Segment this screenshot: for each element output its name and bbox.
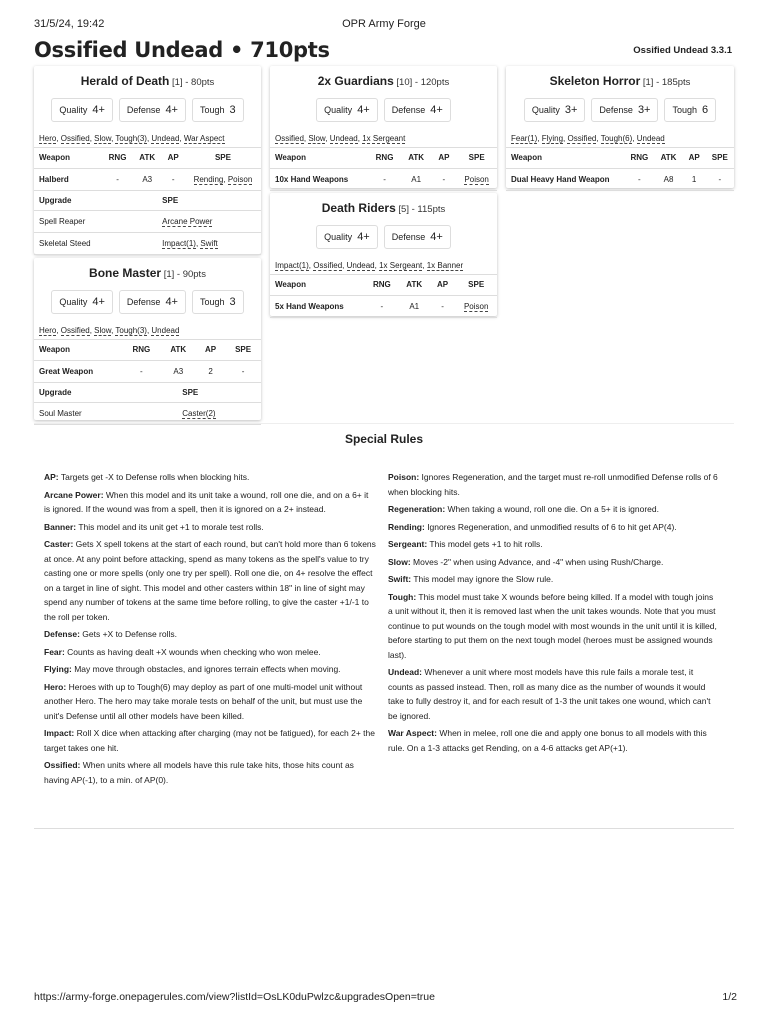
- column-header: AP: [431, 148, 456, 168]
- stat-label: Quality: [531, 105, 560, 115]
- column-header: Upgrade: [34, 382, 122, 402]
- weapon-atk: A1: [401, 168, 432, 190]
- stat-quality: [51, 98, 113, 122]
- unit-name: Death Riders: [321, 201, 396, 215]
- special-rule-name: Banner:: [44, 521, 77, 532]
- stat-label: Defense: [126, 105, 161, 115]
- rule-link[interactable]: Tough(6): [600, 134, 633, 143]
- special-rule: [44, 758, 376, 787]
- special-rule: [388, 590, 718, 663]
- special-rule-name: Tough:: [388, 591, 417, 602]
- special-rules-title: Special Rules: [344, 432, 424, 446]
- special-rule-text: Counts as having dealt +X wounds when checking who won melee.: [64, 646, 321, 657]
- special-rule-text: This model must take X wounds before being killed. If a model with tough joins a unit without it, then it is removed last when the unit takes wounds. Note that you must continue to put wounds on the tough model with most wounds in the unit until it is killed, before starting to put them on the next tough model (heroes must be assigned wounds last).: [388, 591, 717, 660]
- unit-name: Bone Master: [89, 266, 162, 280]
- column-header: Weapon: [270, 275, 365, 295]
- weapon-name: Halberd: [34, 168, 102, 190]
- special-rule-text: Gets +X to Defense rolls.: [79, 629, 177, 639]
- unit-stats: [506, 98, 734, 124]
- stat-label: Quality: [59, 297, 88, 307]
- rule-link[interactable]: Tough(3): [115, 326, 147, 335]
- weapon-atk: A3: [133, 168, 162, 190]
- army-version: Ossified Undead 3.3.1: [633, 45, 732, 56]
- rule-link[interactable]: Undead: [346, 261, 375, 270]
- weapon-row: [34, 168, 261, 190]
- weapon-spe: [455, 295, 497, 317]
- stat-quality: [316, 98, 378, 122]
- weapon-rng: -: [365, 295, 399, 317]
- column-header: RNG: [122, 340, 160, 360]
- special-rule-name: Slow:: [388, 556, 411, 567]
- stat-label: Defense: [599, 105, 633, 115]
- special-rule-text: May move through obstacles, and ignores terrain effects when moving.: [71, 664, 341, 674]
- special-rule-name: Fear:: [44, 646, 65, 657]
- unit-card-herald-of-death: [34, 66, 261, 254]
- rule-link[interactable]: Ossified: [313, 261, 343, 270]
- special-rule: [388, 537, 718, 552]
- unit-card-skeleton-horror: [506, 66, 734, 188]
- special-rule: [44, 645, 376, 660]
- rule-link[interactable]: Impact(1): [162, 238, 196, 248]
- stat-label: Tough: [199, 105, 225, 115]
- unit-meta: [1] - 185pts: [640, 77, 691, 88]
- column-header: RNG: [365, 275, 399, 295]
- special-rule: [388, 572, 718, 587]
- weapon-rng: -: [624, 168, 654, 190]
- unit-stats: [34, 98, 261, 124]
- unit-name: 2x Guardians: [317, 74, 394, 88]
- stat-value: 4+: [165, 296, 178, 308]
- weapon-ap: 1: [683, 168, 706, 190]
- upgrade-spe: Impact(1), Swift: [102, 232, 261, 254]
- unit-card-death-riders: [270, 193, 497, 316]
- special-rule-text: When in melee, roll one die and apply one bonus to all models with this rule. On a 1-3 attacks get Rending, on a 4-6 attacks get AP(+1).: [388, 728, 707, 753]
- unit-card-bone-master: [34, 258, 261, 420]
- unit-rules: Ossified, Slow, Undead, 1x Sergeant: [270, 132, 497, 148]
- stat-quality: [51, 290, 113, 314]
- column-header: RNG: [102, 148, 133, 168]
- army-title: Ossified Undead • 710pts: [34, 38, 330, 62]
- stat-value: 4+: [92, 104, 105, 116]
- weapons-header-row: [34, 148, 261, 168]
- stat-defense: [384, 98, 451, 122]
- special-rule-name: AP:: [44, 472, 59, 482]
- rule-link[interactable]: Undead: [151, 326, 180, 335]
- stat-quality: [524, 98, 586, 122]
- stat-quality: [316, 225, 378, 249]
- unit-title: [270, 66, 497, 96]
- rule-link[interactable]: Ossified: [275, 134, 304, 143]
- weapon-name: Dual Heavy Hand Weapon: [506, 168, 624, 190]
- stat-defense: [384, 225, 451, 249]
- weapon-ap: 2: [196, 360, 225, 382]
- print-header: [34, 18, 734, 32]
- stat-value: 3: [229, 296, 236, 308]
- rule-link[interactable]: Hero: [39, 134, 57, 143]
- special-rule-name: Caster:: [44, 539, 74, 549]
- special-rule: [44, 488, 376, 517]
- weapon-atk: A8: [654, 168, 682, 190]
- special-rule: [44, 627, 376, 642]
- upgrade-spe: [102, 210, 261, 232]
- special-rule-text: Roll X dice when attacking after charging (may not be fatigued), for each 2+ the target takes one hit.: [44, 728, 375, 753]
- rule-link[interactable]: Flying: [541, 134, 564, 143]
- weapon-rng: -: [122, 360, 160, 382]
- rule-link[interactable]: Poison: [227, 174, 253, 184]
- column-header: ATK: [399, 275, 430, 295]
- special-rule-text: Targets get -X to Defense rolls when blocking hits.: [58, 472, 250, 482]
- special-rule-name: Regeneration:: [388, 504, 446, 514]
- special-rule: [44, 680, 376, 724]
- special-rule-name: Arcane Power:: [44, 489, 104, 500]
- special-rule-name: Rending:: [388, 521, 425, 532]
- column-header: AP: [162, 148, 185, 168]
- rule-link[interactable]: Impact(1): [275, 261, 309, 270]
- divider: [34, 828, 734, 829]
- weapon-rng: -: [368, 168, 401, 190]
- unit-title: [270, 193, 497, 223]
- weapons-table: [34, 340, 261, 425]
- unit-stats: [34, 290, 261, 316]
- upgrades-header-row: [34, 190, 261, 210]
- rule-link[interactable]: Slow: [308, 134, 326, 143]
- special-rule-text: When taking a wound, roll one die. On a 5+ it is ignored.: [445, 504, 659, 514]
- rule-link[interactable]: Undead: [636, 134, 665, 143]
- rule-link[interactable]: Undead: [329, 134, 358, 143]
- weapon-rng: -: [102, 168, 133, 190]
- weapon-spe: Rending, Poison: [185, 168, 261, 190]
- column-header: RNG: [624, 148, 654, 168]
- column-header: AP: [196, 340, 225, 360]
- weapon-name: 10x Hand Weapons: [270, 168, 368, 190]
- rule-link[interactable]: Caster(2): [182, 408, 216, 418]
- special-rule: [388, 665, 718, 723]
- column-header: Weapon: [506, 148, 624, 168]
- stat-label: Defense: [126, 297, 161, 307]
- stat-label: Tough: [672, 105, 698, 115]
- rule-link[interactable]: 1x Sergeant: [362, 134, 406, 143]
- stat-value: 4+: [430, 104, 443, 116]
- special-rules-right-column: [388, 470, 718, 758]
- stat-tough: [192, 98, 244, 122]
- unit-meta: [10] - 120pts: [393, 77, 450, 88]
- special-rule-text: Ignores Regeneration, and unmodified results of 6 to hit get AP(4).: [424, 521, 677, 532]
- unit-title: [506, 66, 734, 96]
- print-date: 31/5/24, 19:42: [34, 18, 105, 30]
- weapons-header-row: [34, 340, 261, 360]
- stat-label: Quality: [324, 232, 353, 242]
- special-rules-left-column: [44, 470, 376, 790]
- rule-link[interactable]: Hero: [39, 326, 57, 335]
- special-rule: [44, 662, 376, 677]
- special-rule: [388, 470, 718, 499]
- special-rule: [44, 470, 376, 485]
- special-rule-text: This model may ignore the Slow rule.: [411, 574, 554, 584]
- special-rule-text: This model and its unit get +1 to morale test rolls.: [76, 521, 264, 532]
- special-rule-text: Whenever a unit where most models have this rule fails a morale test, it counts as passed instead. Then, roll as many dice as the number of wounds it would take to fully destroy it, and for each result of 1-3 the unit takes one wound, which can't be ignored.: [388, 667, 711, 721]
- rule-link[interactable]: Rending: [193, 174, 224, 184]
- column-header: ATK: [654, 148, 682, 168]
- upgrade-name: Spell Reaper: [34, 210, 102, 232]
- stat-label: Tough: [199, 297, 225, 307]
- special-rule-name: Impact:: [44, 728, 75, 738]
- stat-defense: [119, 98, 186, 122]
- upgrade-row: [34, 210, 261, 232]
- rule-link[interactable]: Ossified: [60, 134, 90, 143]
- column-header: Weapon: [270, 148, 368, 168]
- weapon-ap: -: [431, 168, 456, 190]
- upgrade-name: Soul Master: [34, 402, 122, 424]
- column-header: SPE: [185, 148, 261, 168]
- column-header: Upgrade: [34, 190, 102, 210]
- rule-link[interactable]: Poison: [464, 174, 489, 184]
- stat-label: Defense: [391, 232, 426, 242]
- weapon-atk: A1: [399, 295, 430, 317]
- upgrade-row: [34, 232, 261, 254]
- print-url: https://army-forge.onepagerules.com/view?listId=OsLK0duPwlzc&upgradesOpen=true: [34, 991, 435, 1003]
- unit-title: [34, 258, 261, 288]
- column-header: SPE: [122, 382, 261, 402]
- special-rule-name: Sergeant:: [388, 539, 428, 549]
- stat-value: 4+: [165, 104, 178, 116]
- upgrades-header-row: [34, 382, 261, 402]
- unit-rules: Fear(1), Flying, Ossified, Tough(6), Undead: [506, 132, 734, 148]
- stat-tough: [192, 290, 244, 314]
- print-page-number: 1/2: [722, 991, 737, 1003]
- column-header: SPE: [456, 148, 497, 168]
- stat-label: Quality: [324, 105, 353, 115]
- weapon-name: Great Weapon: [34, 360, 122, 382]
- special-rule-text: When units where all models have this rule take hits, those hits count as having AP(-1), to a min. of AP(0).: [44, 760, 354, 785]
- weapon-ap: -: [162, 168, 185, 190]
- unit-meta: [5] - 115pts: [395, 204, 446, 215]
- unit-title: [34, 66, 261, 96]
- special-rule: [44, 537, 376, 624]
- upgrade-spe: [122, 402, 261, 424]
- stat-label: Quality: [59, 105, 88, 115]
- special-rule-text: Ignores Regeneration, and the target must re-roll unmodified Defense rolls of 6 when blocking hits.: [388, 472, 718, 497]
- stat-value: 4+: [430, 231, 443, 243]
- special-rule-text: Heroes with up to Tough(6) may deploy as part of one multi-model unit without another Hero. The hero may take morale tests on behalf of the unit, but must use the unit's Defense until all other models have been killed.: [44, 681, 363, 721]
- weapons-table: [270, 148, 497, 191]
- column-header: ATK: [133, 148, 162, 168]
- special-rule-name: Swift:: [388, 574, 412, 584]
- unit-rules: Hero, Ossified, Slow, Tough(3), Undead: [34, 324, 261, 340]
- column-header: SPE: [102, 190, 261, 210]
- weapon-row: [34, 360, 261, 382]
- rule-link[interactable]: War Aspect: [183, 134, 225, 143]
- upgrade-name: Skeletal Steed: [34, 232, 102, 254]
- rule-link[interactable]: Undead: [151, 134, 180, 143]
- stat-value: 3: [229, 104, 236, 116]
- stat-value: 6: [702, 104, 709, 116]
- special-rule-name: Defense:: [44, 629, 80, 639]
- column-header: RNG: [368, 148, 401, 168]
- rule-link[interactable]: Slow: [94, 326, 112, 335]
- special-rule: [44, 726, 376, 755]
- rule-link[interactable]: Ossified: [60, 326, 90, 335]
- rule-link[interactable]: 1x Sergeant: [379, 261, 423, 270]
- stat-value: 3+: [564, 104, 578, 116]
- stat-label: Defense: [391, 105, 426, 115]
- column-header: Weapon: [34, 340, 122, 360]
- unit-name: Herald of Death: [80, 74, 170, 88]
- special-rule: [388, 555, 718, 570]
- column-header: ATK: [160, 340, 196, 360]
- stat-defense: [119, 290, 186, 314]
- column-header: Weapon: [34, 148, 102, 168]
- special-rule-name: Flying:: [44, 664, 72, 674]
- weapon-row: [270, 295, 497, 317]
- rule-link[interactable]: 1x Banner: [426, 261, 464, 270]
- special-rule-name: War Aspect:: [388, 728, 437, 738]
- special-rule-name: Ossified:: [44, 760, 81, 770]
- weapon-spe: -: [706, 168, 734, 190]
- unit-name: Skeleton Horror: [549, 74, 641, 88]
- special-rule: [388, 726, 718, 755]
- special-rule: [388, 520, 718, 535]
- rule-link[interactable]: Swift: [200, 238, 218, 248]
- print-footer: [34, 991, 737, 1005]
- stat-value: 4+: [92, 296, 105, 308]
- weapon-row: [506, 168, 734, 190]
- rule-link[interactable]: Ossified: [567, 134, 597, 143]
- weapons-table: [34, 148, 261, 255]
- rule-link[interactable]: Arcane Power: [162, 216, 213, 226]
- stat-value: 4+: [357, 231, 370, 243]
- special-rule-text: Moves -2" when using Advance, and -4" when using Rush/Charge.: [410, 556, 664, 567]
- unit-stats: [270, 225, 497, 251]
- special-rule-text: Gets X spell tokens at the start of each round, but can't hold more than 6 tokens at once. At any point before attacking, spend as many tokens as the spell's value to try casting one or more spells (only one try per spell). Roll one die, on 4+ resolve the effect on a target in line of sight. This model and other casters within 18" in line of sight may spend any number of tokens at the same time before rolling, to give the caster +1/-1 to the roll per token.: [44, 539, 376, 622]
- unit-rules: Impact(1), Ossified, Undead, 1x Sergeant, 1x Banner: [270, 259, 497, 275]
- special-rule-name: Hero:: [44, 681, 67, 692]
- print-title: OPR Army Forge: [342, 18, 426, 30]
- weapon-spe: -: [225, 360, 261, 382]
- unit-meta: [1] - 90pts: [161, 269, 206, 280]
- stat-value: 4+: [357, 104, 370, 116]
- unit-meta: [1] - 80pts: [169, 77, 215, 88]
- stat-tough: [664, 98, 716, 122]
- special-rule: [388, 502, 718, 517]
- weapon-ap: -: [430, 295, 456, 317]
- weapon-spe: [456, 168, 497, 190]
- special-rule-name: Undead:: [388, 667, 422, 677]
- upgrade-row: [34, 402, 261, 424]
- special-rule: [44, 520, 376, 535]
- special-rule-name: Poison:: [388, 472, 420, 482]
- unit-rules: Hero, Ossified, Slow, Tough(3), Undead, War Aspect: [34, 132, 261, 148]
- stat-value: 3+: [637, 104, 651, 116]
- rule-link[interactable]: Slow: [94, 134, 112, 143]
- special-rule-text: This model gets +1 to hit rolls.: [427, 539, 543, 549]
- divider: [34, 423, 734, 424]
- column-header: SPE: [455, 275, 497, 295]
- weapons-table: [506, 148, 734, 191]
- weapons-header-row: [270, 148, 497, 168]
- column-header: SPE: [225, 340, 261, 360]
- unit-card-guardians: [270, 66, 497, 188]
- unit-stats: [270, 98, 497, 124]
- column-header: AP: [430, 275, 456, 295]
- weapons-header-row: [270, 275, 497, 295]
- rule-link[interactable]: Poison: [463, 301, 489, 311]
- weapons-table: [270, 275, 497, 318]
- weapon-atk: A3: [160, 360, 196, 382]
- rule-link[interactable]: Fear(1): [511, 134, 538, 143]
- column-header: SPE: [706, 148, 734, 168]
- column-header: ATK: [401, 148, 432, 168]
- weapon-row: [270, 168, 497, 190]
- stat-defense: [591, 98, 658, 122]
- weapons-header-row: [506, 148, 734, 168]
- weapon-name: 5x Hand Weapons: [270, 295, 365, 317]
- column-header: AP: [683, 148, 706, 168]
- rule-link[interactable]: Tough(3): [115, 134, 147, 143]
- special-rule-text: When this model and its unit take a wound, roll one die, and on a 6+ it is ignored. If the wound was from a spell, then it is ignored on a 2+ instead.: [44, 489, 369, 514]
